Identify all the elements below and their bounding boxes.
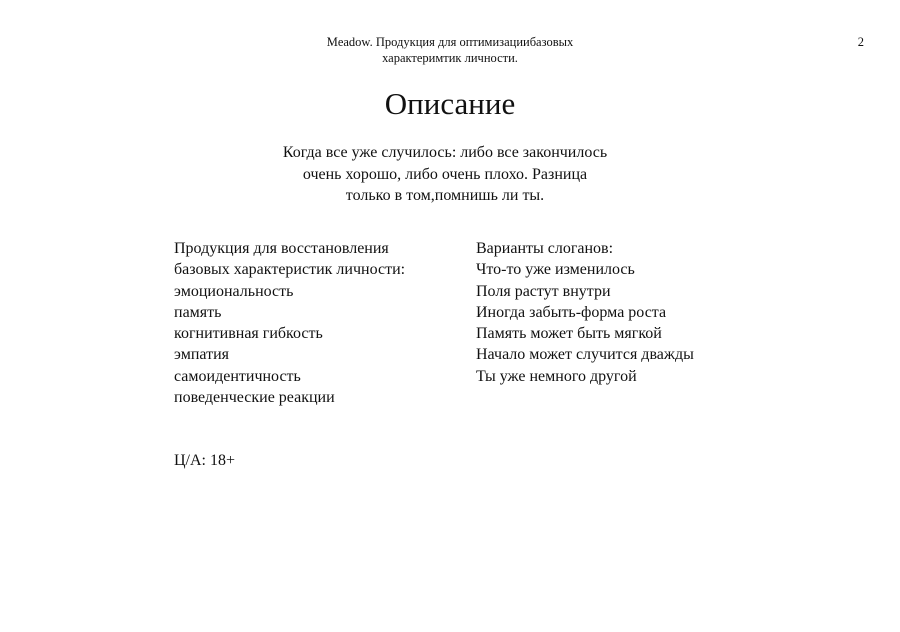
list-item: Иногда забыть-форма роста [476, 303, 667, 321]
slogans-heading: Варианты слоганов: [476, 240, 614, 257]
header-line: Meadow. Продукция для оптимизациибазовых [326, 35, 574, 49]
list-item: самоидентичность [174, 367, 301, 385]
list-item: Что-то уже изменилось [476, 261, 635, 279]
page-number: 2 [857, 35, 864, 49]
slogans-list [476, 238, 776, 387]
running-header [300, 34, 600, 66]
list-item: память [174, 303, 222, 321]
list-item: Память может быть мягкой [476, 325, 662, 343]
intro-line: только в том,помнишь ли ты. [345, 187, 545, 204]
header-line: характеримтик личности. [382, 51, 518, 65]
products-heading-line: базовых характеристик личности: [174, 261, 406, 279]
list-item: Начало может случится дважды [476, 346, 694, 364]
products-list [174, 238, 464, 408]
list-item: эмоциональность [174, 282, 294, 300]
intro-paragraph [240, 142, 650, 207]
list-item: эмпатия [174, 346, 230, 364]
list-item: когнитивная гибкость [174, 325, 323, 343]
page-title: Описание [384, 86, 516, 121]
list-item: поведенческие реакции [174, 389, 335, 407]
target-audience: Ц/А: 18+ [174, 452, 236, 469]
list-item: Ты уже немного другой [476, 367, 637, 385]
products-heading-line: Продукция для восстановления [174, 240, 389, 257]
list-item: Поля растут внутри [476, 282, 611, 300]
intro-line: очень хорошо, либо очень плохо. Разница [302, 165, 588, 183]
intro-line: Когда все уже случилось: либо все закончилось [282, 144, 608, 161]
